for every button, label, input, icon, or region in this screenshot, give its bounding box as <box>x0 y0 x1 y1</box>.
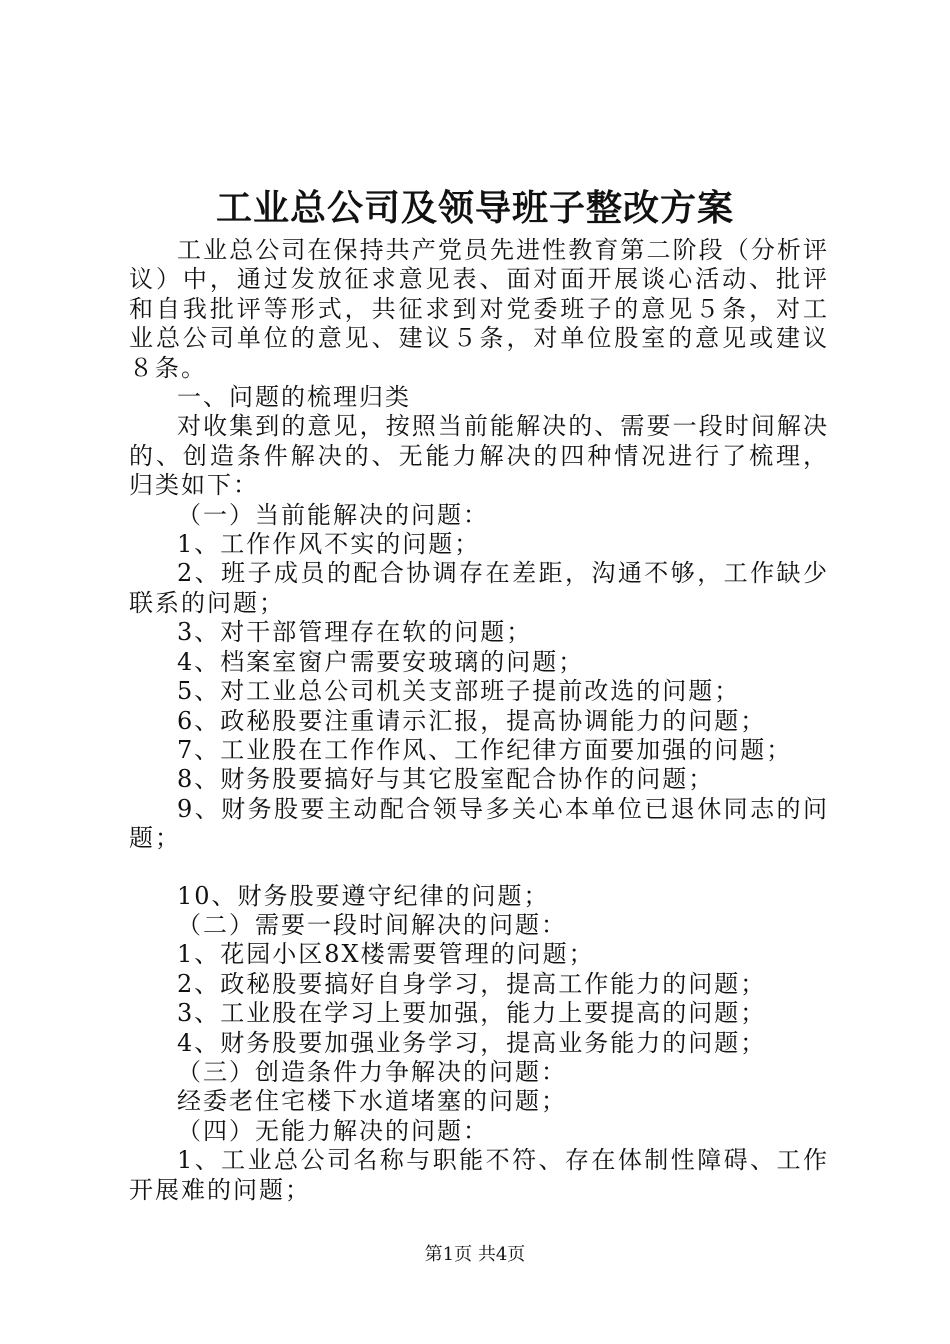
section-heading-1: 一、问题的梳理归类 <box>177 383 411 412</box>
list-item: 5、对工业总公司机关支部班子提前改选的问题； <box>177 677 741 706</box>
list-item: 1、工业总公司名称与职能不符、存在体制性障碍、工作开展难的问题； <box>129 1146 829 1204</box>
list-item: 4、财务股要加强业务学习，提高业务能力的问题； <box>177 1028 767 1057</box>
subsection-heading-3: （三）创造条件力争解决的问题： <box>177 1057 567 1086</box>
list-item: 4、档案室窗户需要安玻璃的问题； <box>177 647 585 676</box>
list-item: 9、财务股要主动配合领导多关心本单位已退休同志的问题； <box>129 794 829 853</box>
list-item: 1、工作作风不实的问题； <box>177 530 481 559</box>
document-body <box>129 236 829 1205</box>
list-item: 6、政秘股要注重请示汇报，提高协调能力的问题； <box>177 706 767 735</box>
document-title: 工业总公司及领导班子整改方案 <box>215 187 734 229</box>
page-number-footer: 第1页 共4页 <box>424 1244 526 1265</box>
list-item: 10、财务股要遵守纪律的问题； <box>177 881 550 910</box>
list-item: 3、工业股在学习上要加强，能力上要提高的问题； <box>177 999 767 1028</box>
list-item: 3、对干部管理存在软的问题； <box>177 618 533 647</box>
list-item: 经委老住宅楼下水道堵塞的问题； <box>177 1087 567 1116</box>
subsection-heading-2: （二）需要一段时间解决的问题： <box>177 910 567 939</box>
list-item: 7、工业股在工作作风、工作纪律方面要加强的问题； <box>177 735 793 764</box>
paragraph-classification: 对收集到的意见，按照当前能解决的、需要一段时间解决的、创造条件解决的、无能力解决的四种情况进行了梳理，归类如下： <box>129 412 829 500</box>
subsection-heading-1: （一）当前能解决的问题： <box>177 500 489 529</box>
list-item: 2、班子成员的配合协调存在差距，沟通不够，工作缺少联系的问题； <box>129 559 829 617</box>
subsection-heading-4: （四）无能力解决的问题： <box>177 1116 489 1145</box>
paragraph-intro: 工业总公司在保持共产党员先进性教育第二阶段（分析评议）中，通过发放征求意见表、面对面开展谈心活动、批评和自我批评等形式，共征求到对党委班子的意见５条，对工业总公司单位的意见、建议５条，对单位股室的意见或建议８条。 <box>129 236 829 382</box>
list-item: 8、财务股要搞好与其它股室配合协作的问题； <box>177 765 715 794</box>
list-item: 1、花园小区8X楼需要管理的问题； <box>177 940 595 969</box>
list-item: 2、政秘股要搞好自身学习，提高工作能力的问题； <box>177 969 767 998</box>
